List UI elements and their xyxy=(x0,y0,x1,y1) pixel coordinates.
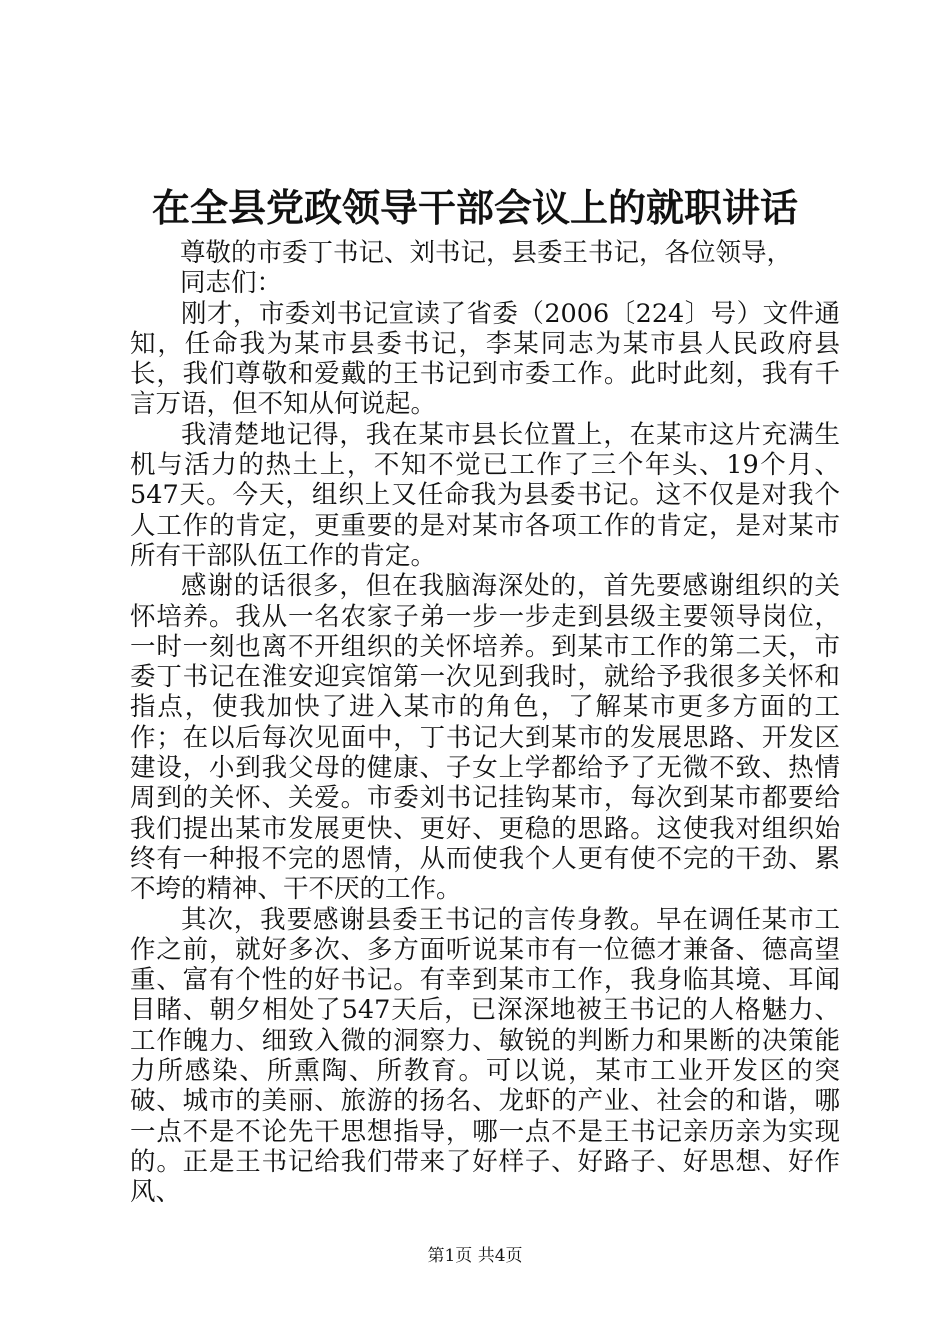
paragraph-1: 刚才，市委刘书记宣读了省委（2006〔224〕号）文件通知，任命我为某市县委书记，李某同志为某市县人民政府县长，我们尊敬和爱戴的王书记到市委工作。此时此刻，我有千言万语，但不知从何说起。 xyxy=(130,298,840,420)
paragraph-2: 我清楚地记得，我在某市县长位置上，在某市这片充满生机与活力的热土上，不知不觉已工作了三个年头、19个月、547天。今天，组织上又任命我为县委书记。这不仅是对我个人工作的肯定，更重要的是对某市各项工作的肯定，是对某市所有干部队伍工作的肯定。 xyxy=(130,419,840,571)
salutation-line-1: 尊敬的市委丁书记、刘书记，县委王书记，各位领导， xyxy=(180,238,793,268)
paragraph-4: 其次，我要感谢县委王书记的言传身教。早在调任某市工作之前，就好多次、多方面听说某市有一位德才兼备、德高望重、富有个性的好书记。有幸到某市工作，我身临其境、耳闻目睹、朝夕相处了547天后，已深深地被王书记的人格魅力、工作魄力、细致入微的洞察力、敏锐的判断力和果断的决策能力所感染、所熏陶、所教育。可以说，某市工业开发区的突破、城市的美丽、旅游的扬名、龙虾的产业、社会的和谐，哪一点不是不论先干思想指导，哪一点不是王书记亲历亲为实现的。正是王书记给我们带来了好样子、好路子、好思想、好作风、 xyxy=(130,904,840,1208)
document-body xyxy=(130,238,840,1208)
salutation-line-2: 同志们： xyxy=(180,268,283,299)
page-footer: 第1页 共4页 xyxy=(427,1246,523,1266)
paragraph-3: 感谢的话很多，但在我脑海深处的，首先要感谢组织的关怀培养。我从一名农家子弟一步一步走到县级主要领导岗位，一时一刻也离不开组织的关怀培养。到某市工作的第二天，市委丁书记在淮安迎宾馆第一次见到我时，就给予我很多关怀和指点，使我加快了进入某市的角色，了解某市更多方面的工作；在以后每次见面中，丁书记大到某市的发展思路、开发区建设，小到我父母的健康、子女上学都给予了无微不致、热情周到的关怀、关爱。市委刘书记挂钩某市，每次到某市都要给我们提出某市发展更快、更好、更稳的思路。这使我对组织始终有一种报不完的恩情，从而使我个人更有使不完的干劲、累不垮的精神、干不厌的工作。 xyxy=(130,571,840,905)
document-title: 在全县党政领导干部会议上的就职讲话 xyxy=(151,185,798,230)
